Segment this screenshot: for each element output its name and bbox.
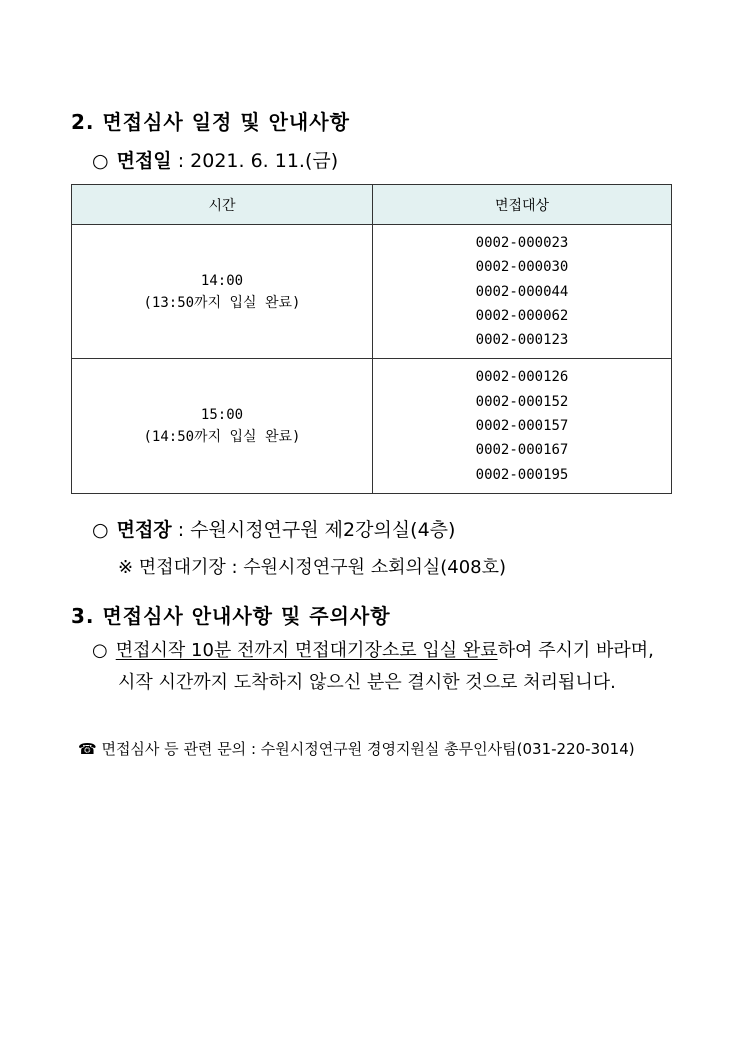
candidates-cell <box>373 225 672 359</box>
candidate-id: 0002-000195 <box>475 466 569 483</box>
candidate-id: 0002-000023 <box>475 235 569 251</box>
candidate-id: 0002-000030 <box>475 259 569 276</box>
interview-date-value: : 2021. 6. 11.(금) <box>171 150 339 172</box>
candidate-id: 0002-000167 <box>475 442 569 459</box>
time-value: 14:00 <box>200 272 244 289</box>
venue-line <box>92 515 455 542</box>
header-time: 시간 <box>72 185 373 225</box>
candidate-id: 0002-000062 <box>475 307 569 324</box>
phone-icon: ☎ <box>78 740 97 758</box>
candidate-id: 0002-000157 <box>475 418 569 435</box>
time-cell <box>72 225 373 359</box>
bullet-circle-icon: ○ <box>92 640 108 661</box>
time-note: (13:50까지 입실 완료) <box>143 294 301 311</box>
interview-date-line <box>92 146 338 173</box>
notice-line-1 <box>92 636 654 662</box>
contact-line <box>78 738 635 759</box>
contact-text: 면접심사 등 관련 문의 : 수원시정연구원 경영지원실 총무인사팀(031-220-3014) <box>96 740 635 758</box>
bullet-circle-icon: ○ <box>92 150 109 172</box>
section-3-title: 3. 면접심사 안내사항 및 주의사항 <box>71 604 391 628</box>
venue-label: 면접장 <box>116 519 172 541</box>
candidate-id: 0002-000044 <box>475 283 569 300</box>
candidate-id: 0002-000123 <box>475 332 569 349</box>
candidate-id: 0002-000126 <box>475 369 569 386</box>
table-row <box>72 359 672 493</box>
time-note: (14:50까지 입실 완료) <box>143 429 301 446</box>
table-row <box>72 225 672 359</box>
candidate-id: 0002-000152 <box>475 393 569 410</box>
notice-rest: 하여 주시기 바라며, <box>497 640 654 661</box>
time-value: 15:00 <box>200 407 244 424</box>
notice-line-2: 시작 시간까지 도착하지 않으신 분은 결시한 것으로 처리됩니다. <box>118 672 616 693</box>
notice-underlined: 면접시작 10분 전까지 면접대기장소로 입실 완료 <box>115 640 498 661</box>
candidates-cell <box>373 359 672 493</box>
venue-value: : 수원시정연구원 제2강의실(4층) <box>171 519 456 541</box>
header-candidates: 면접대상 <box>373 185 672 225</box>
section-2-title: 2. 면접심사 일정 및 안내사항 <box>71 110 350 134</box>
interview-date-label: 면접일 <box>116 150 172 172</box>
time-cell <box>72 359 373 493</box>
waiting-room-line: ※ 면접대기장 : 수원시정연구원 소회의실(408호) <box>118 557 507 578</box>
table-header-row <box>72 185 672 225</box>
schedule-table <box>71 184 672 494</box>
bullet-circle-icon: ○ <box>92 519 109 541</box>
